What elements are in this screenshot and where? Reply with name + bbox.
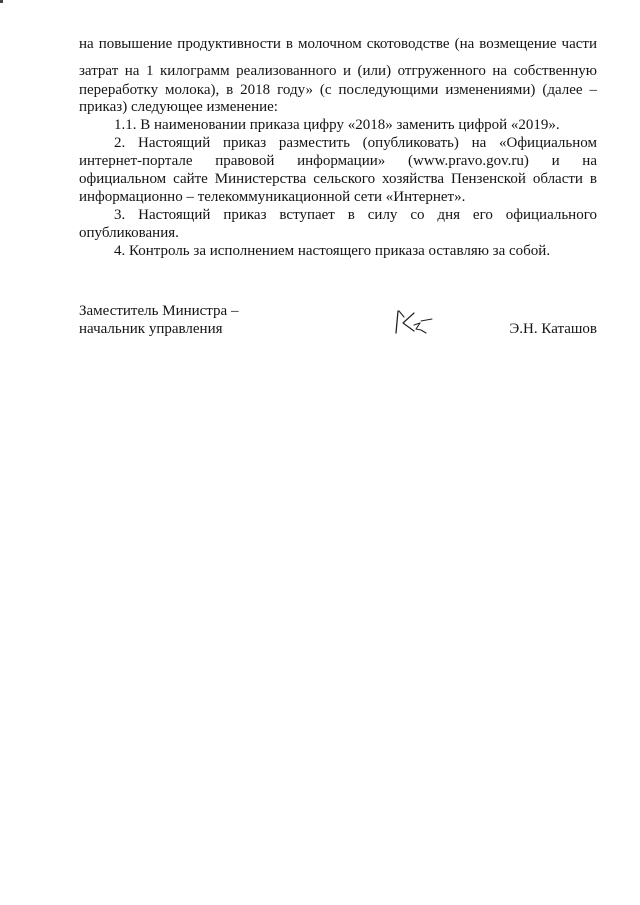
paragraph-line: на повышение продуктивности в молочном скотоводстве (на возмещение части (79, 36, 597, 52)
item-2-line: 2. Настоящий приказ разместить (опубликовать) на «Официальном (114, 135, 597, 151)
handwritten-signature (392, 303, 442, 343)
signatory-position-line: Заместитель Министра – (79, 303, 239, 319)
item-1-1: 1.1. В наименовании приказа цифру «2018» заменить цифрой «2019». (114, 117, 560, 133)
signatory-name: Э.Н. Каташов (509, 321, 597, 337)
item-3-line: опубликования. (79, 225, 179, 241)
item-2-line: информационно – телекоммуникационной сети «Интернет». (79, 189, 466, 205)
item-3-line: 3. Настоящий приказ вступает в силу со дня его официального (114, 207, 597, 223)
signatory-position-line: начальник управления (79, 321, 223, 337)
item-4: 4. Контроль за исполнением настоящего приказа оставляю за собой. (114, 243, 551, 259)
paragraph-line: переработку молока), в 2018 году» (с последующими изменениями) (далее – (79, 82, 597, 98)
paragraph-line: затрат на 1 килограмм реализованного и (или) отгруженного на собственную (79, 63, 597, 79)
item-2-line: официальном сайте Министерства сельского хозяйства Пензенской области в (79, 171, 597, 187)
scan-mark (0, 0, 3, 3)
item-2-line: интернет-портале правовой информации» (www.pravo.gov.ru) и на (79, 153, 597, 169)
paragraph-line: приказ) следующее изменение: (79, 99, 278, 115)
